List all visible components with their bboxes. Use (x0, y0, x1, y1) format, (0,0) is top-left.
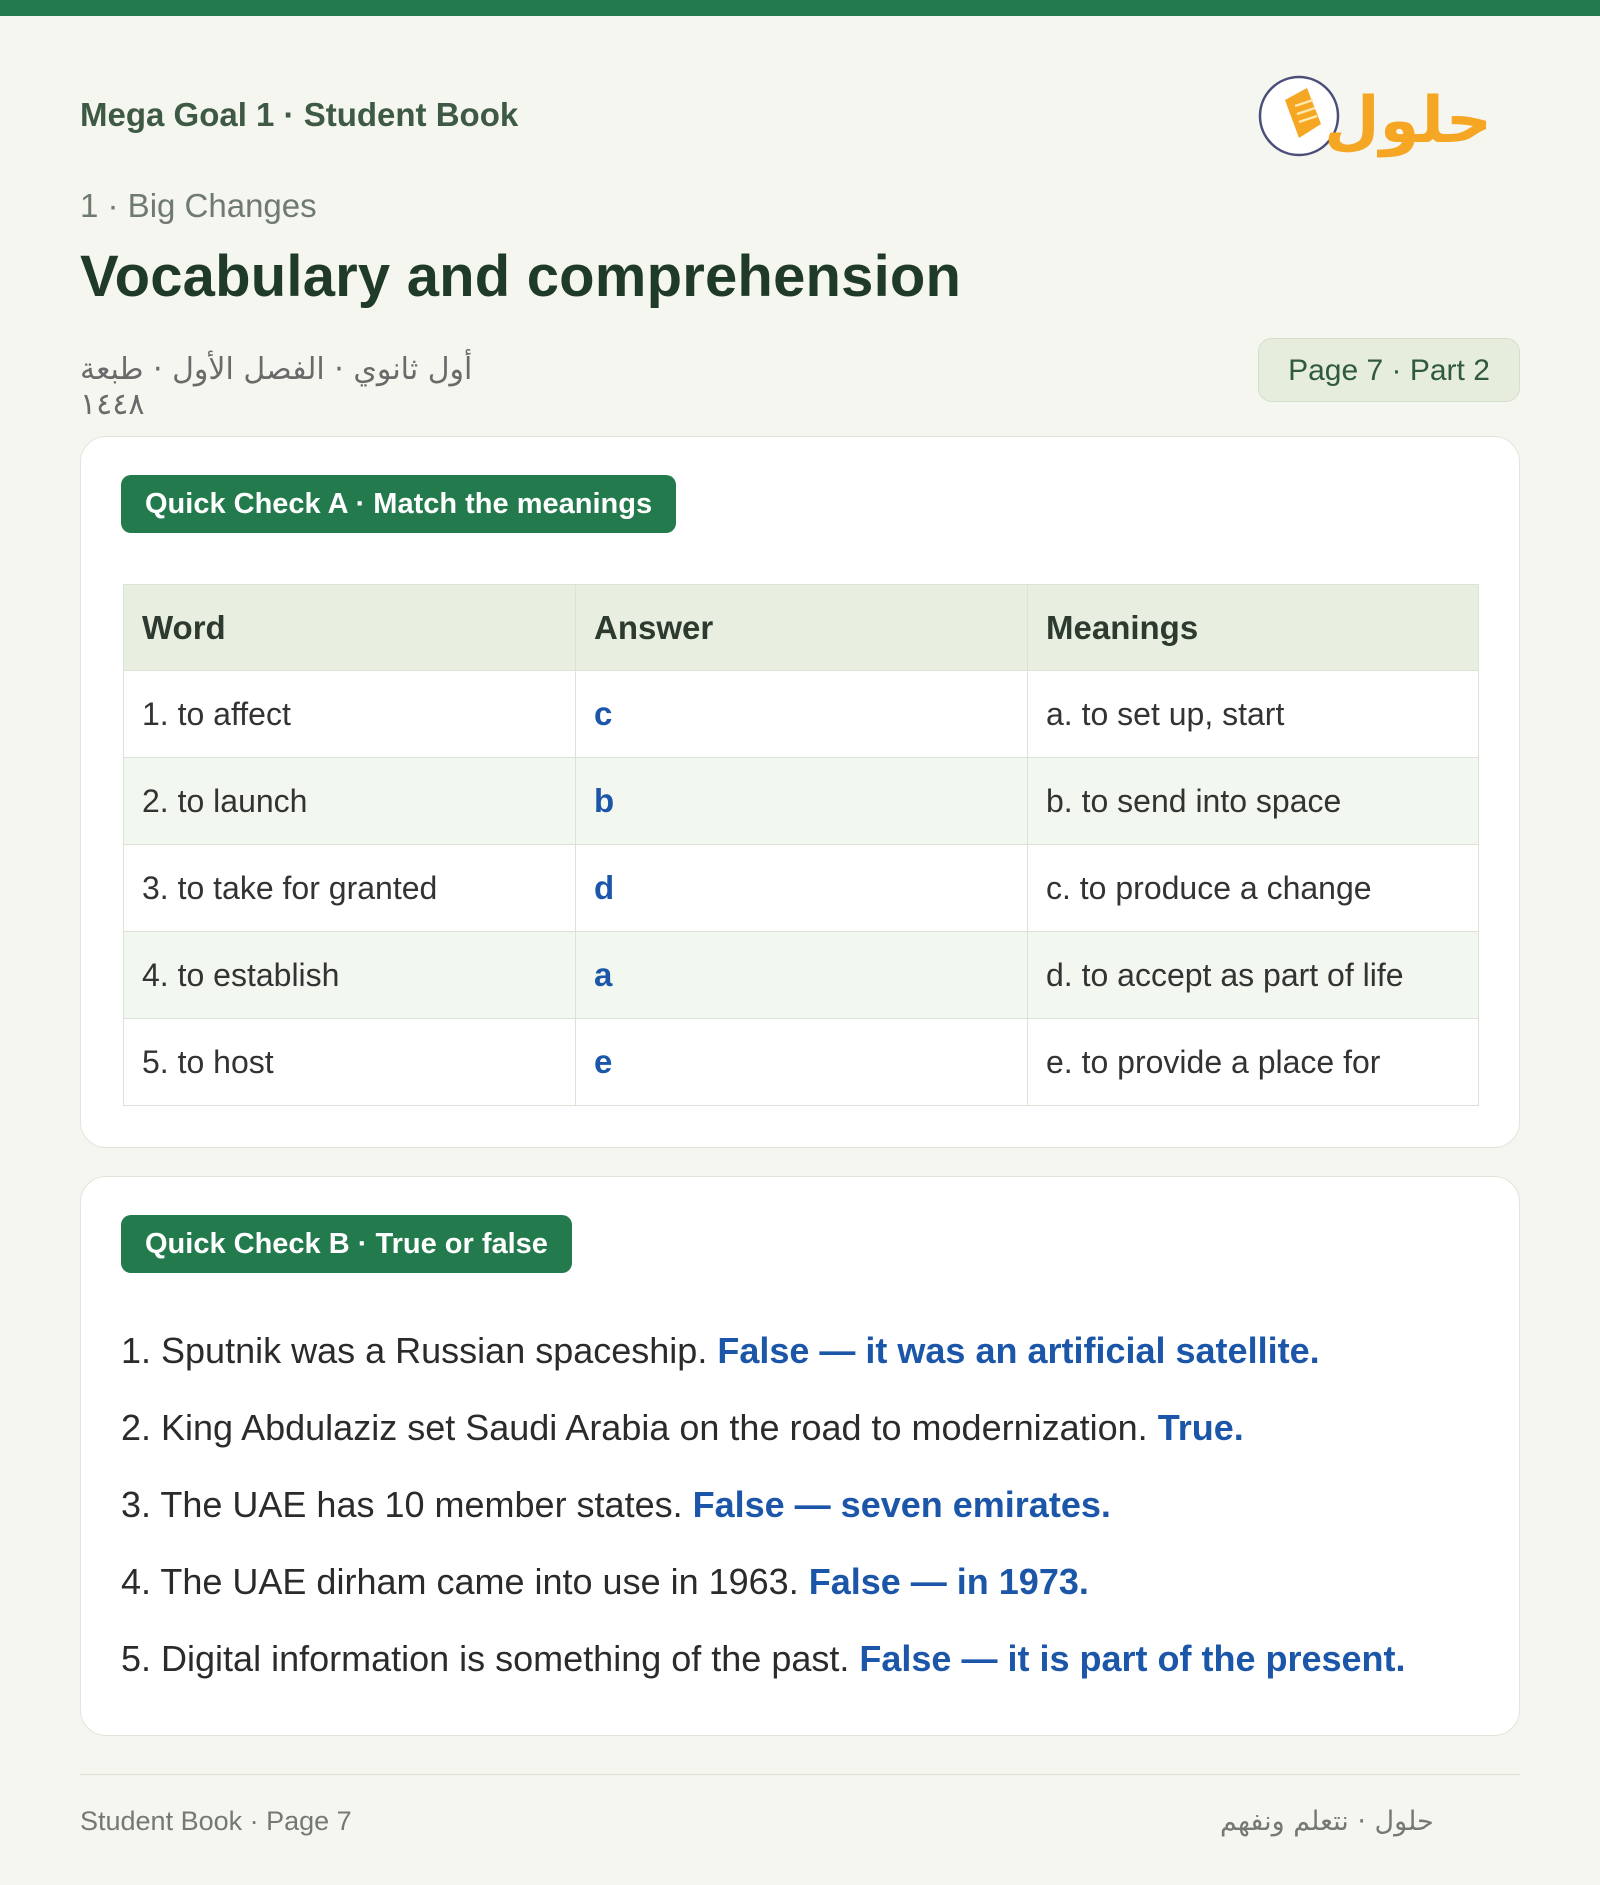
list-item (121, 1312, 1406, 1389)
table-row (124, 845, 1479, 932)
svg-text:حلول: حلول (1324, 84, 1492, 158)
table-row (124, 671, 1479, 758)
answer-text: False — seven emirates. (692, 1484, 1111, 1525)
word-cell: 4. to establish (124, 932, 576, 1019)
meaning-cell: e. to provide a place for (1028, 1019, 1479, 1106)
statement-text: 5. Digital information is something of the past. (121, 1638, 850, 1679)
top-accent-bar (0, 0, 1600, 16)
quick-check-b-label: Quick Check B · True or false (121, 1215, 572, 1273)
answer-text: False — it was an artificial satellite. (717, 1330, 1320, 1371)
meaning-cell: d. to accept as part of life (1028, 932, 1479, 1019)
list-item (121, 1389, 1406, 1466)
meaning-cell: a. to set up, start (1028, 671, 1479, 758)
answer-text: False — it is part of the present. (859, 1638, 1406, 1679)
column-header-meanings: Meanings (1028, 585, 1479, 671)
page-badge: Page 7 · Part 2 (1258, 338, 1520, 402)
table-row (124, 1019, 1479, 1106)
word-cell: 2. to launch (124, 758, 576, 845)
answer-cell: a (576, 932, 1028, 1019)
brand-logo (1255, 64, 1505, 164)
word-cell: 3. to take for granted (124, 845, 576, 932)
word-cell: 5. to host (124, 1019, 576, 1106)
footer-page-label: Student Book · Page 7 (80, 1806, 352, 1836)
list-item (121, 1543, 1406, 1620)
answer-cell: e (576, 1019, 1028, 1106)
column-header-answer: Answer (576, 585, 1028, 671)
quick-check-b-card (80, 1176, 1520, 1736)
list-item (121, 1620, 1406, 1697)
chapter-label: 1 · Big Changes (80, 187, 317, 224)
statement-text: 1. Sputnik was a Russian spaceship. (121, 1330, 708, 1371)
table-row (124, 932, 1479, 1019)
answer-cell: d (576, 845, 1028, 932)
meaning-cell: b. to send into space (1028, 758, 1479, 845)
quick-check-a-label: Quick Check A · Match the meanings (121, 475, 676, 533)
statement-text: 2. King Abdulaziz set Saudi Arabia on the road to modernization. (121, 1407, 1148, 1448)
table-row (124, 758, 1479, 845)
footer-divider (80, 1774, 1520, 1775)
hulul-logo-icon (1255, 64, 1505, 164)
page-title: Vocabulary and comprehension (80, 244, 962, 309)
answer-text: True. (1157, 1407, 1244, 1448)
word-cell: 1. to affect (124, 671, 576, 758)
list-item (121, 1466, 1406, 1543)
answer-cell: b (576, 758, 1028, 845)
table-header-row (124, 585, 1479, 671)
book-title: Mega Goal 1 · Student Book (80, 96, 519, 133)
meaning-cell: c. to produce a change (1028, 845, 1479, 932)
arabic-subtitle: أول ثانوي · الفصل الأول · طبعة ١٤٤٨ (80, 352, 473, 422)
footer-tagline: حلول · نتعلم ونفهم (1220, 1806, 1434, 1837)
true-false-list (121, 1312, 1406, 1697)
column-header-word: Word (124, 585, 576, 671)
answer-text: False — in 1973. (808, 1561, 1089, 1602)
statement-text: 4. The UAE dirham came into use in 1963. (121, 1561, 799, 1602)
quick-check-a-card (80, 436, 1520, 1148)
vocab-match-table (123, 584, 1479, 1106)
answer-cell: c (576, 671, 1028, 758)
statement-text: 3. The UAE has 10 member states. (121, 1484, 683, 1525)
